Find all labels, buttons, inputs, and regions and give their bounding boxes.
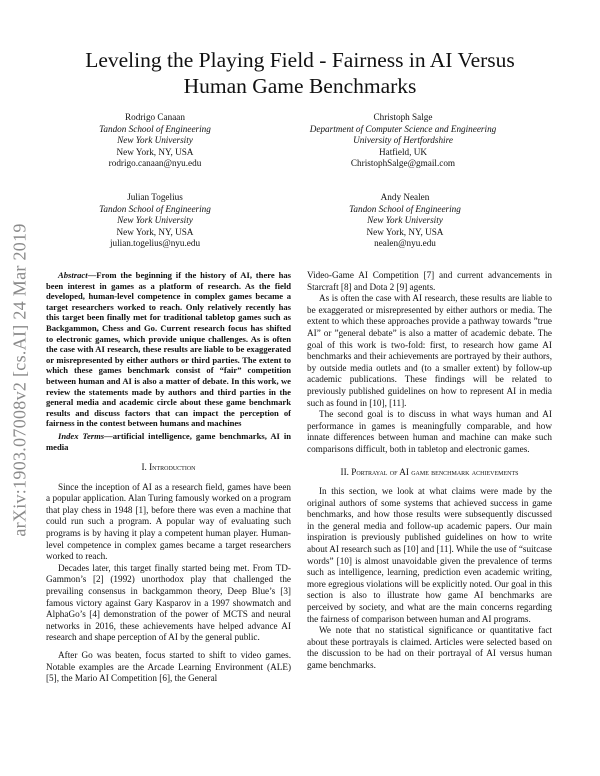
author-location: New York, NY, USA	[116, 146, 194, 157]
title-line-1: Leveling the Playing Field - Fairness in AI Versus	[85, 48, 515, 72]
right-column	[307, 270, 552, 672]
author-affiliation: Tandon School of Engineering	[349, 203, 461, 214]
paragraph: Video-Game AI Competition [7] and current advancements in Starcraft [8] and Dota 2 [9] agents.	[307, 270, 552, 292]
author-affiliation: Tandon School of Engineering	[99, 123, 211, 134]
author-name: Andy Nealen	[380, 192, 430, 202]
paragraph: We note that no statistical significance or quantitative fact about these portrayals is claimed. Articles were selected based on the discussion to be had on their portrayal of AI versus human game benchmarks.	[307, 625, 552, 670]
paragraph: As is often the case with AI research, these results are liable to be exaggerated or misrepresented by either authors or media. The extent to which these approaches provide a pathway towards ”true AI” or ”general debate” is also a matter of academic debate. The goal of this work is two-fold: first, to research how game AI benchmarks and their achievements are portrayed by their authors, by outside media outlets and (to a smaller extent) by follow-up academic publications. These findings will be related to previously published guidelines on how to represent AI in media such as found in [10], [11].	[307, 293, 552, 408]
paragraph: In this section, we look at what claims were made by the original authors of some systems that achieved success in game benchmarks, and how those results were subsequently discussed in the general media and follow-up academic papers. Our main inspiration is previously published guidelines on how to write about AI research such as [10] and [11]. While the use of “suitcase words” [10] is almost unavoidable given the prevalence of terms such as intelligence, learning, prediction even academic writing, more egregious violations will be explicitly noted. Our goal in this section is also to illustrate how game AI benchmarks are perceived by society, and what are the main concerns regarding the fairness of comparison between human and AI programs.	[307, 486, 552, 624]
author-university: New York University	[117, 135, 193, 145]
author-location: New York, NY, USA	[116, 226, 194, 237]
section-2-heading: II. Portrayal of AI game benchmark achievements	[340, 466, 519, 477]
author-block-4	[310, 192, 500, 250]
abstract-label: Abstract	[58, 270, 88, 280]
left-column	[46, 270, 291, 685]
author-location: Hatfield, UK	[379, 146, 427, 157]
author-location: New York, NY, USA	[366, 226, 444, 237]
paragraph: After Go was beaten, focus started to shift to video games. Notable examples are the Arcade Learning Environment (ALE) [5], the Mario AI Competition [6], the General	[46, 650, 291, 684]
paragraph: Decades later, this target finally started being met. From TD-Gammon’s [2] (1992) unorthodox play that challenged the prevailing consensus in backgammon theory, Deep Blue’s [3] famous victory against Gary Kasparov in a 1997 showmatch and AlphaGo’s [4] demonstration of the power of MCTS and neural networks in 2016, these achievements have helped advance AI research and shape perception of AI by the general public.	[46, 562, 291, 643]
index-terms	[46, 431, 291, 452]
author-university: New York University	[117, 215, 193, 225]
author-affiliation: Department of Computer Science and Engineering	[309, 123, 497, 134]
author-university: New York University	[367, 215, 443, 225]
author-email: nealen@nyu.edu	[374, 238, 436, 248]
abstract-text: —From the beginning if the history of AI, there has been interest in games as a platform of research. As the field developed, human-level competence in complex games became a target researchers worked to reach. Only relatively recently has this target been finally met for traditional tabletop games such as Backgammon, Chess and Go. Current research focus has shifted to electronic games, which provide unique challenges. As is often the case with AI research, these results are liable to be exaggerated or misrepresented by either authors or third parties. The extent to which these games benchmark consist of “fair” competition between human and AI is also a matter of debate. In this work, we review the statements made by authors and third parties in the general media and academic circle about these game benchmark results and discuss factors that can impact the perception of fairness in the contest between humans and machines	[46, 270, 291, 429]
paper-title	[50, 47, 550, 99]
author-affiliation: Tandon School of Engineering	[99, 203, 211, 214]
author-name: Julian Togelius	[127, 192, 183, 202]
arxiv-identifier: arXiv:1903.07008v2 [cs.AI] 24 Mar 2019	[9, 223, 30, 537]
section-1-heading: I. Introduction	[141, 462, 196, 473]
arxiv-sidebar	[8, 195, 32, 565]
author-name: Rodrigo Canaan	[125, 112, 185, 122]
paragraph: The second goal is to discuss in what ways human and AI performance in games is meaningfully comparable, and how innate differences between human and machine can make such comparisons difficult, both in tabletop and electronic games.	[307, 409, 552, 454]
paragraph: Since the inception of AI as a research field, games have been a popular application. Alan Turing famously worked on a program that play chess in 1948 [1], before there was even a machine that could run such a program. A popular way of evaluating such programs is by having it play a competent human player. Human-level competence in complex games became a target researchers worked to reach.	[46, 481, 291, 562]
author-name: Christoph Salge	[373, 112, 433, 122]
author-email: rodrigo.canaan@nyu.edu	[108, 158, 202, 168]
index-terms-text: —artificial intelligence, game benchmarks, AI in media	[46, 430, 292, 452]
index-terms-label: Index Terms	[58, 430, 105, 441]
author-university: University of Hertfordshire	[353, 135, 453, 145]
title-line-2: Human Game Benchmarks	[183, 74, 417, 98]
author-block-3	[60, 192, 250, 250]
author-block-2	[268, 112, 538, 170]
author-email: julian.togelius@nyu.edu	[109, 238, 201, 248]
author-block-1	[60, 112, 250, 170]
abstract	[46, 270, 291, 429]
author-email: ChristophSalge@gmail.com	[350, 158, 456, 168]
